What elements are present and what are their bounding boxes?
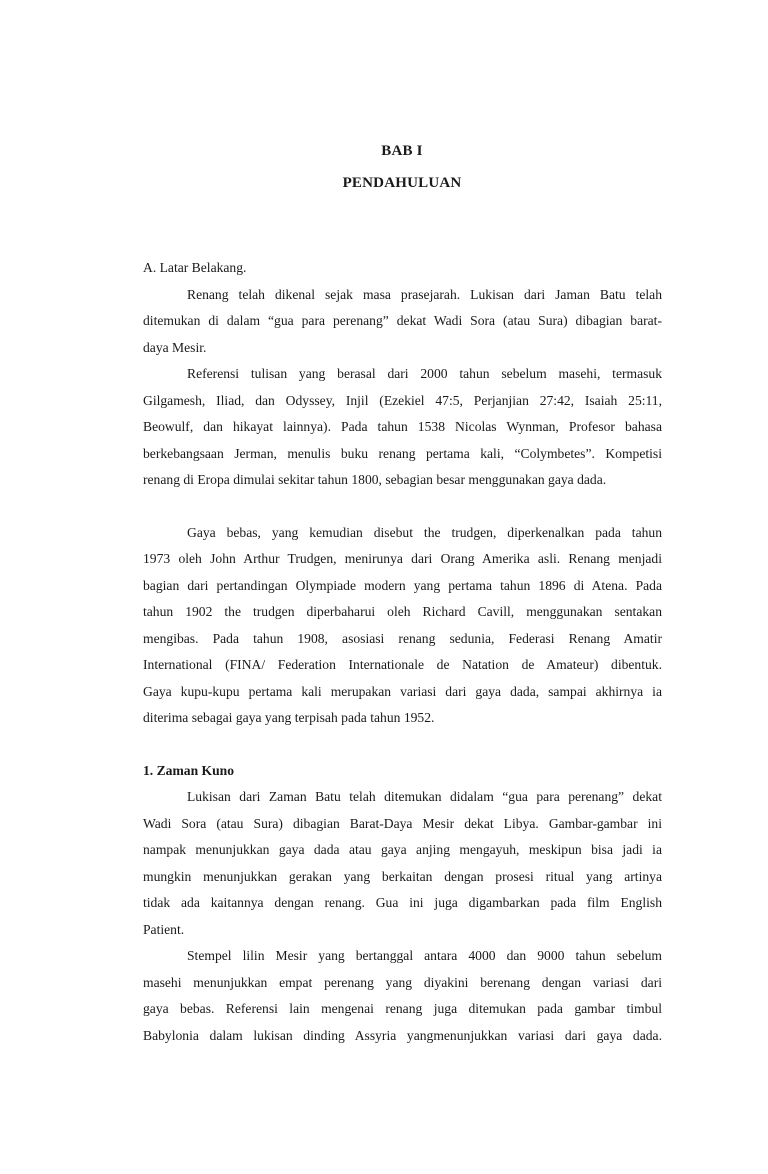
paragraph-1: [143, 282, 662, 362]
paragraph-spacer: [143, 494, 662, 520]
paragraph-line: Referensi tulisan yang berasal dari 2000 tahun sebelum masehi, termasuk: [187, 366, 662, 381]
paragraph-5: [143, 943, 662, 1049]
section-heading-zaman-kuno: 1. Zaman Kuno: [143, 762, 235, 778]
paragraph-line: nampak menunjukkan gaya dada atau gaya anjing mengayuh, meskipun bisa jadi ia: [143, 842, 662, 857]
paragraph-line: Lukisan dari Zaman Batu telah ditemukan didalam “gua para perenang” dekat: [187, 789, 662, 804]
paragraph-line: Gaya kupu-kupu pertama kali merupakan variasi dari gaya dada, sampai akhirnya ia: [143, 683, 662, 699]
paragraph-line: mengibas. Pada tahun 1908, asosiasi renang sedunia, Federasi Renang Amatir: [143, 630, 662, 646]
paragraph-line: ditemukan di dalam “gua para perenang” dekat Wadi Sora (atau Sura) dibagian barat-: [143, 313, 662, 328]
paragraph-line: tahun 1902 the trudgen diperbaharui oleh Richard Cavill, menggunakan sentakan: [143, 604, 662, 619]
paragraph-line: International (FINA/ Federation Internationale de Natation de Amateur) dibentuk.: [143, 657, 662, 672]
paragraph-line: gaya bebas. Referensi lain mengenai renang juga ditemukan pada gambar timbul: [143, 1001, 662, 1016]
paragraph-line: masehi menunjukkan empat perenang yang diyakini berenang dengan variasi dari: [143, 974, 662, 990]
paragraph-line: Stempel lilin Mesir yang bertanggal antara 4000 dan 9000 tahun sebelum: [187, 948, 662, 963]
paragraph-line: diterima sebagai gaya yang terpisah pada tahun 1952.: [143, 710, 435, 725]
paragraph-line: bagian dari pertandingan Olympiade modern yang pertama tahun 1896 di Atena. Pada: [143, 577, 662, 593]
paragraph-line: Babylonia dalam lukisan dinding Assyria yangmenunjukkan variasi dari gaya dada.: [143, 1027, 662, 1043]
document-body: [143, 255, 662, 1049]
paragraph-4: [143, 784, 662, 943]
paragraph-line: mungkin menunjukkan gerakan yang berkaitan dengan prosesi ritual yang artinya: [143, 868, 662, 884]
paragraph-line: Gaya bebas, yang kemudian disebut the trudgen, diperkenalkan pada tahun: [187, 524, 662, 540]
paragraph-line: Beowulf, dan hikayat lainnya). Pada tahun 1538 Nicolas Wynman, Profesor bahasa: [143, 419, 662, 434]
paragraph-line: renang di Eropa dimulai sekitar tahun 1800, sebagian besar menggunakan gaya dada.: [143, 472, 607, 487]
paragraph-line: tidak ada kaitannya dengan renang. Gua ini juga digambarkan pada film English: [143, 895, 662, 910]
chapter-number: BAB I: [381, 143, 423, 159]
paragraph-line: Renang telah dikenal sejak masa prasejarah. Lukisan dari Jaman Batu telah: [187, 286, 662, 302]
paragraph-line: Patient.: [143, 921, 185, 937]
paragraph-line: berkebangsaan Jerman, menulis buku renang pertama kali, “Colymbetes”. Kompetisi: [143, 445, 662, 461]
paragraph-line: Wadi Sora (atau Sura) dibagian Barat-Daya Mesir dekat Libya. Gambar-gambar ini: [143, 815, 662, 831]
paragraph-2: [143, 361, 662, 494]
section-heading-latar-belakang: A. Latar Belakang.: [143, 260, 247, 275]
paragraph-line: daya Mesir.: [143, 339, 207, 355]
chapter-title: PENDAHULUAN: [342, 175, 462, 191]
paragraph-3: [143, 520, 662, 732]
paragraph-line: 1973 oleh John Arthur Trudgen, menirunya dari Orang Amerika asli. Renang menjadi: [143, 551, 662, 566]
paragraph-spacer: [143, 732, 662, 758]
paragraph-line: Gilgamesh, Iliad, dan Odyssey, Injil (Ezekiel 47:5, Perjanjian 27:42, Isaiah 25:11,: [143, 392, 662, 408]
